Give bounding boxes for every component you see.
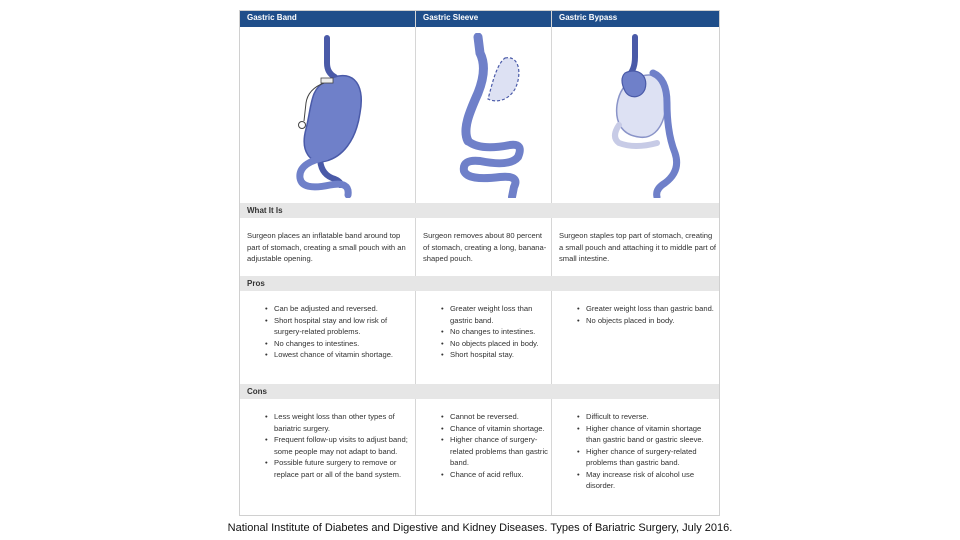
section-pros (240, 276, 719, 291)
cons-bypass (576, 411, 716, 492)
what-it-is-band: Surgeon places an inflatable band around top part of stomach, creating a small pouch with an adjustable opening. (247, 231, 406, 263)
cons-sleeve (440, 411, 550, 480)
list-item: • Short hospital stay. (450, 349, 550, 361)
list-item: • Difficult to reverse. (586, 411, 716, 423)
cons-band (264, 411, 414, 480)
list-item: • Less weight loss than other types of bariatric surgery. (274, 411, 414, 434)
what-it-is-bypass: Surgeon staples top part of stomach, creating a small pouch and attaching it to middle part of small intestine. (559, 231, 717, 263)
list-item: • No changes to intestines. (274, 338, 414, 350)
pros-band (264, 303, 414, 361)
list-item: • No objects placed in body. (450, 338, 550, 350)
divider (551, 218, 552, 276)
list-item: • Chance of vitamin shortage. (450, 423, 550, 435)
section-cons (240, 384, 719, 399)
list-item: • Greater weight loss than gastric band. (586, 303, 716, 315)
list-item: • Higher chance of surgery-related problems than gastric band. (586, 446, 716, 469)
section-title: What It Is (247, 206, 283, 215)
col-header-gastric-band: Gastric Band (247, 13, 297, 22)
list-item: • Lowest chance of vitamin shortage. (274, 349, 414, 361)
comparison-table (239, 10, 720, 516)
source-caption: National Institute of Diabetes and Digestive and Kidney Diseases. Types of Bariatric Surgery, July 2016. (227, 522, 733, 534)
header-row (240, 11, 719, 27)
pros-sleeve (440, 303, 550, 361)
pros-bypass (576, 303, 716, 326)
section-what-it-is (240, 203, 719, 218)
list-item: • May increase risk of alcohol use disorder. (586, 469, 716, 492)
section-title: Pros (247, 279, 265, 288)
divider (551, 291, 552, 384)
divider (415, 399, 416, 515)
list-item: • Higher chance of vitamin shortage than gastric band or gastric sleeve. (586, 423, 716, 446)
list-item: • Possible future surgery to remove or replace part or all of the band system. (274, 457, 414, 480)
divider (415, 291, 416, 384)
what-it-is-sleeve: Surgeon removes about 80 percent of stomach, creating a long, banana-shaped pouch. (423, 231, 547, 263)
gastric-bypass-illustration (595, 33, 695, 198)
divider (551, 399, 552, 515)
list-item: • Frequent follow-up visits to adjust band; some people may not adapt to band. (274, 434, 414, 457)
gastric-band-illustration (290, 33, 380, 198)
divider (415, 218, 416, 276)
divider (551, 11, 552, 203)
divider (415, 11, 416, 203)
section-title: Cons (247, 387, 267, 396)
list-item: • Higher chance of surgery-related problems than gastric band. (450, 434, 550, 469)
list-item: • Short hospital stay and low risk of surgery-related problems. (274, 315, 414, 338)
list-item: • Cannot be reversed. (450, 411, 550, 423)
col-header-gastric-bypass: Gastric Bypass (559, 13, 618, 22)
list-item: • Greater weight loss than gastric band. (450, 303, 550, 326)
list-item: • Can be adjusted and reversed. (274, 303, 414, 315)
gastric-sleeve-illustration (440, 33, 540, 198)
col-header-gastric-sleeve: Gastric Sleeve (423, 13, 479, 22)
list-item: • Chance of acid reflux. (450, 469, 550, 481)
list-item: • No objects placed in body. (586, 315, 716, 327)
list-item: • No changes to intestines. (450, 326, 550, 338)
